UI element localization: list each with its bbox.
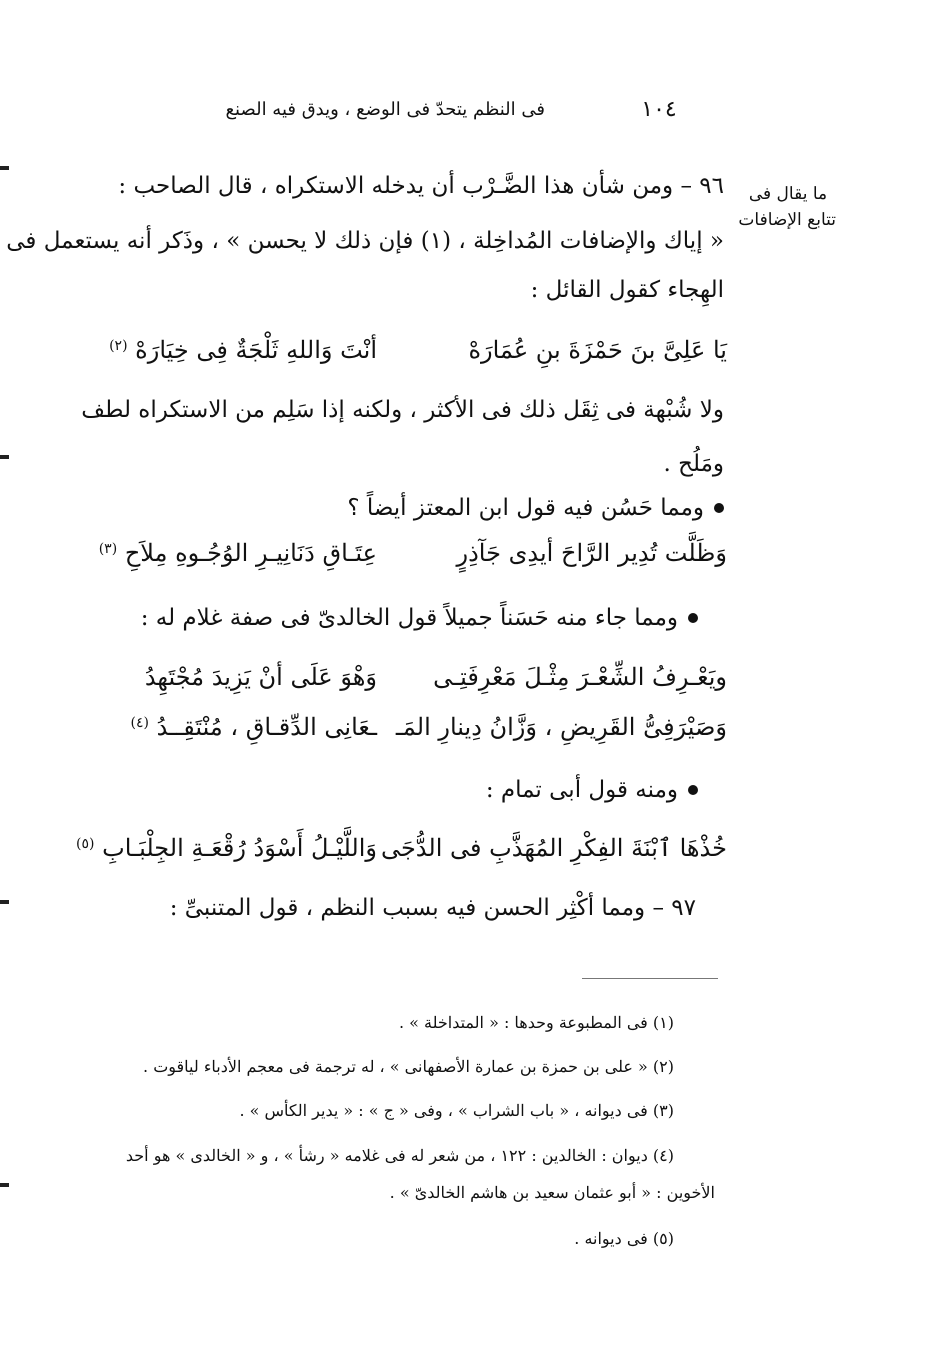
footnote-2: (٢) « على بن حمزة بن عمارة الأصفهانى » ، له ترجمة فى معجم الأدباء لياقوت . [143, 1057, 674, 1076]
verse-5-second-hemistich-text: وَاللَّيْـلُ أَسْوَدُ رُقْعَـةِ الجِلْبَـابِ [102, 834, 377, 862]
footnote-separator [582, 978, 718, 979]
paragraph-97-line-1: ٩٧ – ومما أكْثِر الحسن فيه بسبب النظم ، قول المتنبىِّ : [169, 895, 696, 921]
prose-line-1: ولا شُبْهة فى ثِقَل ذلك فى الأكثر ، ولكنه إذا سَلِم من الاستكراه لطف [81, 397, 724, 423]
bullet-dot-icon [688, 613, 698, 623]
bullet-dot-icon [688, 785, 698, 795]
scan-edge-mark [0, 1183, 9, 1187]
margin-note-line2: تتابع الإضافات [738, 210, 836, 230]
verse-2-second-hemistich-text: عِتَـاقِ دَنَانِيـرِ الوُجُـوهِ مِلاَحِ [124, 539, 377, 567]
abu-tammam-intro-text: ومنه قول أبى تمام : [485, 777, 678, 803]
footnote-marker-5: (٥) [76, 836, 95, 852]
verse-4-second-hemistich-text: ـعَانِى الدِّقـاقِ ، مُنْتَقِــدُ [156, 713, 377, 741]
abu-tammam-intro [98, 772, 698, 808]
margin-note-line1: ما يقال فى [748, 184, 828, 204]
footnote-marker-4: (٤) [130, 715, 149, 731]
verse-2-first-hemistich: وَظَلَّت تُدِير الرَّاحَ أيدِى جَآذِرٍ [456, 539, 727, 567]
scan-edge-mark [0, 900, 9, 904]
bullet-dot-icon [714, 503, 724, 513]
verse-1-second-hemistich [92, 333, 377, 367]
paragraph-96-line-1: ٩٦ – ومن شأن هذا الضَّـرْب أن يدخله الاستكراه ، قال الصاحب : [118, 173, 724, 199]
verse-5-second-hemistich [76, 831, 377, 865]
khalidi-intro [98, 600, 698, 636]
khalidi-intro-text: ومما جاء منه حَسَناً جميلاً قول الخالدىّ فى صفة غلام له : [140, 605, 678, 631]
footnote-4: (٤) ديوان : الخالدين : ١٢٢ ، من شعر له فى غلامه « رشأ » ، و « الخالدى » هو أحد [125, 1146, 674, 1165]
page-number: ١٠٤ [641, 97, 677, 122]
paragraph-96-line-3: الهِجاء كقول القائل : [530, 277, 724, 303]
running-header-title: فى النظم يتحدّ فى الوضع ، ويدق فيه الصنع [225, 99, 545, 120]
scan-edge-mark [0, 455, 9, 459]
prose-line-2: ومَلُح . [663, 451, 724, 477]
paragraph-96-line-2: « إياك والإضافات المُداخِلة ، (١) فإن ذلك لا يحسن » ، وذَكر أنه يستعمل فى [6, 228, 724, 254]
ibn-mutazz-intro [86, 490, 724, 526]
footnote-marker-3: (٣) [98, 541, 118, 557]
verse-4-second-hemistich [92, 710, 377, 744]
verse-3-first-hemistich: ويَعْـرِفُ الشِّعْـرَ مِثْـلَ مَعْرِفَتِـى [433, 663, 727, 691]
footnote-5: (٥) فى ديوانه . [574, 1229, 674, 1248]
ibn-mutazz-intro-text: ومما حَسُن فيه قول ابن المعتز أيضاً ؟ [347, 495, 704, 521]
verse-4-first-hemistich: وَصَيْرَفِىُّ القَرِيضِ ، وَزَّانُ دِينارِ المَـ [395, 713, 727, 741]
verse-1-second-hemistich-text: أنْتَ وَاللهِ ثَلْجَةٌ فِى خِيَارَهْ [135, 336, 377, 364]
footnote-1: (١) فى المطبوعة وحدها : « المتداخلة » . [398, 1013, 674, 1032]
verse-5-first-hemistich: خُذْهَا ٱبْنَةَ الفِكْرِ المُهَذَّبِ فى الدُّجَى [380, 834, 727, 862]
verse-1-first-hemistich: يَا عَلِىَّ بنَ حَمْزَةَ بنِ عُمَارَهْ [468, 336, 727, 364]
footnote-4-continuation: الأخوين : « أبو عثمان سعيد بن هاشم الخالدىّ » . [389, 1183, 715, 1202]
verse-3-second-hemistich: وَهْوَ عَلَى أنْ يَزِيدَ مُجْتَهِدُ [144, 663, 377, 691]
verse-2-second-hemistich [92, 536, 377, 570]
footnote-3: (٣) فى ديوانه ، « باب الشراب » ، وفى « ج » : « يدير الكأس » . [239, 1101, 674, 1120]
scan-edge-mark [0, 166, 9, 170]
footnote-marker-2: (٢) [109, 338, 128, 354]
